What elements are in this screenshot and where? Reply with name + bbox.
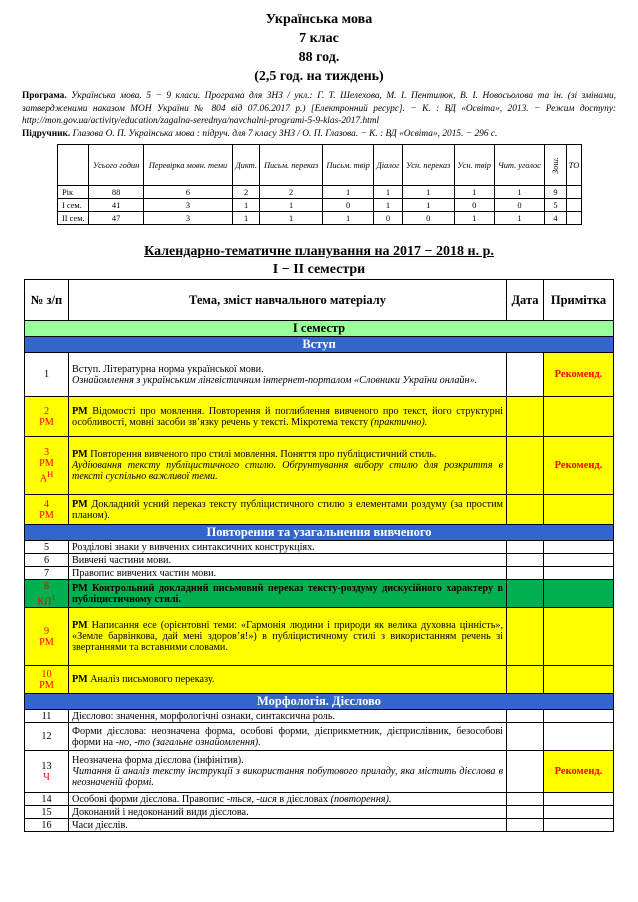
stats-row: [58, 199, 582, 212]
lesson-note: [544, 666, 614, 694]
lesson-topic-italic: (повторення).: [330, 793, 392, 805]
lesson-topic-italic: Читання й аналіз тексту інструкції з використання побутового приладу, яка містить дієслова в неозначеній формі.: [72, 766, 503, 789]
lesson-topic-italic: (практично).: [370, 416, 428, 428]
stats-cell: [566, 199, 581, 212]
lesson-tag: РМ: [39, 416, 54, 428]
lesson-tag-kp: [28, 592, 65, 607]
stats-header: Чит. уголос: [494, 145, 544, 186]
rm-label: РМ: [72, 674, 88, 686]
recommend-note: Рекоменд.: [554, 369, 603, 381]
lesson-row: [25, 437, 614, 495]
stats-header: Усн. переказ: [402, 145, 454, 186]
stats-header: Дикт.: [233, 145, 260, 186]
lesson-note: [544, 353, 614, 397]
col-topic-header: Тема, зміст навчального матеріалу: [69, 280, 507, 321]
lesson-note: [544, 723, 614, 751]
lesson-date: [507, 437, 544, 495]
stats-header: Усн. твір: [454, 145, 494, 186]
lesson-topic-text: Відомості про мовлення. Повторення й поглиблення вивченого про текст, його структурні особливості, мовні засоби зв’язку речень у тексті. Мікротема тексту: [72, 405, 503, 428]
stats-row-label: Рік: [58, 186, 89, 199]
stats-header: Письм. твір: [323, 145, 374, 186]
stats-cell: 0: [374, 212, 403, 225]
section-row: [25, 694, 614, 710]
lesson-topic: [69, 608, 507, 666]
stats-cell: 1: [323, 212, 374, 225]
lesson-topic: [69, 793, 507, 806]
lesson-tag: РМ: [39, 679, 54, 691]
lesson-row: [25, 554, 614, 567]
stats-cell: 3: [143, 212, 232, 225]
lesson-tag-sup: Н: [47, 469, 54, 480]
per-week-title: (2,5 год. на тиждень): [254, 69, 384, 84]
stats-cell: 5: [545, 199, 567, 212]
lesson-topic: Розділові знаки у вивчених синтаксичних конструкціях.: [69, 541, 507, 554]
stats-cell: 1: [454, 212, 494, 225]
lesson-date: [507, 567, 544, 580]
semester-label: І семестр: [25, 321, 614, 337]
subject-title: Українська мова: [265, 12, 373, 27]
stats-corner: [58, 145, 89, 186]
lesson-note: [544, 580, 614, 608]
grade-title: 7 клас: [299, 31, 339, 46]
calendar-subtitle: І − ІІ семестри: [272, 262, 366, 278]
lesson-topic-text: Написання есе (орієнтовні теми: «Гармонія людини і природи як велика духовна цінність», «Земле барвінкова, дай мені здоров’я!») в публіцистичному стилі з використанням речень зі звертаннями та вставними словами.: [72, 620, 503, 654]
stats-cell: 3: [143, 199, 232, 212]
lesson-number: 5: [25, 541, 69, 554]
lesson-topic-text: Докладний усний переказ тексту публіцистичного стилю з елементами роздуму (за простим планом).: [72, 498, 503, 521]
lesson-number: 16: [25, 819, 69, 832]
lesson-row: [25, 495, 614, 525]
lesson-tag: РМ: [39, 509, 54, 521]
lesson-topic-text: Повторення вивченого про стилі мовлення. Поняття про публіцистичний стиль.: [87, 449, 437, 461]
stats-row-label: І сем.: [58, 199, 89, 212]
lesson-row: [25, 397, 614, 437]
stats-cell: 1: [260, 212, 323, 225]
col-number-header: № з/п: [25, 280, 69, 321]
lesson-note: [544, 437, 614, 495]
stats-row-label: ІІ сем.: [58, 212, 89, 225]
calendar-title-block: [0, 243, 638, 279]
stats-cell: 1: [494, 186, 544, 199]
lesson-row: [25, 608, 614, 666]
stats-cell: 1: [374, 186, 403, 199]
rm-label: РМ: [72, 498, 88, 510]
lesson-number: 15: [25, 806, 69, 819]
lesson-number: [25, 397, 69, 437]
semester-row: [25, 321, 614, 337]
stats-cell: 88: [89, 186, 143, 199]
stats-header: Перевірка мовн. теми: [143, 145, 232, 186]
stats-cell: 6: [143, 186, 232, 199]
lesson-topic-line: Ознайомлення з українським лінгвістичним інтернет-порталом «Словники України онлайн».: [72, 374, 478, 386]
col-date-header: Дата: [507, 280, 544, 321]
lesson-topic: Вивчені частини мови.: [69, 554, 507, 567]
lesson-topic: [69, 353, 507, 397]
lesson-row: [25, 819, 614, 832]
lesson-note: [544, 541, 614, 554]
lesson-row: [25, 666, 614, 694]
lesson-date: [507, 608, 544, 666]
lesson-topic: РМ Контрольний докладний письмовий переказ тексту-роздуму дискусійного характеру в публіцистичному стилі.: [69, 580, 507, 608]
textbook-label: Підручник.: [22, 128, 71, 139]
stats-header: Письм. переказ: [260, 145, 323, 186]
lesson-tag: РМ: [39, 636, 54, 648]
lesson-number-text: 3: [43, 447, 50, 459]
lesson-number-text: 9: [43, 625, 50, 637]
stats-row: [58, 212, 582, 225]
lesson-topic-text: Аналіз письмового переказу.: [87, 674, 215, 686]
lesson-row: [25, 751, 614, 793]
lesson-note: [544, 397, 614, 437]
section-row: [25, 525, 614, 541]
stats-cell: 4: [545, 212, 567, 225]
stats-row: [58, 186, 582, 199]
lesson-date: [507, 397, 544, 437]
lesson-number: 7: [25, 567, 69, 580]
lesson-note: [544, 806, 614, 819]
stats-header: Діалог: [374, 145, 403, 186]
lesson-topic: [69, 437, 507, 495]
lesson-topic-italic: Аудіювання тексту публіцистичного стилю. Обґрунтування вибору стилю для розкриття в тексті суспільно важливої теми.: [72, 460, 503, 483]
lesson-row: [25, 541, 614, 554]
stats-header-vertical-text: Зош.: [551, 157, 560, 174]
lesson-note: [544, 608, 614, 666]
lesson-topic: Дієслово: значення, морфологічні ознаки, синтаксична роль.: [69, 710, 507, 723]
lesson-note: [544, 495, 614, 525]
lesson-date: [507, 353, 544, 397]
lesson-note: [544, 793, 614, 806]
lesson-tag: Ч: [43, 771, 50, 783]
col-note-header: Примітка: [544, 280, 614, 321]
lesson-topic: [69, 495, 507, 525]
lesson-date: [507, 751, 544, 793]
section-row: [25, 337, 614, 353]
lesson-row: [25, 567, 614, 580]
stats-header-row: [58, 145, 582, 186]
lesson-topic: [69, 397, 507, 437]
calendar-header-row: [25, 280, 614, 321]
lesson-row: [25, 353, 614, 397]
lesson-note: [544, 751, 614, 793]
lesson-topic: Часи дієслів.: [69, 819, 507, 832]
document-header: [0, 0, 638, 86]
lesson-date: [507, 495, 544, 525]
hours-title: 88 год.: [298, 50, 340, 65]
lesson-date: [507, 793, 544, 806]
lesson-tag-sup: 1: [51, 591, 56, 602]
stats-cell: 1: [260, 199, 323, 212]
lesson-number: [25, 495, 69, 525]
program-text: Українська мова. 5 − 9 класи. Програма для ЗНЗ / укл.: Г. Т. Шелехова, М. І. Пентилюк, В. І. Новосьолова та ін. (зі змінами, затвердженими наказом МОН України № 804 від 07.06.2017 р.) [Електронний ресурс]. − К. : ВД «Освіта», 2013. − Режим доступу: http://mon.gov.ua/activity/education/zagalna-serednya/navchalni-programi-5-9-klas-2017.html: [22, 91, 617, 127]
lesson-row: [25, 580, 614, 608]
rm-label: РМ: [72, 405, 88, 417]
lesson-topic: [69, 751, 507, 793]
stats-cell: 0: [454, 199, 494, 212]
lesson-number: 1: [25, 353, 69, 397]
lesson-topic-italic: -ться, -шся: [226, 793, 277, 805]
stats-cell: 1: [402, 199, 454, 212]
lesson-note: [544, 819, 614, 832]
calendar-title: Календарно-тематичне планування на 2017 − 2018 н. р.: [144, 244, 494, 260]
stats-cell: 1: [494, 212, 544, 225]
lesson-number-text: 13: [41, 760, 52, 772]
rm-label: РМ: [72, 620, 88, 632]
lesson-number-text: 10: [41, 668, 52, 680]
lesson-row: [25, 710, 614, 723]
stats-cell: 9: [545, 186, 567, 199]
lesson-row: [25, 793, 614, 806]
stats-header: ТО: [566, 145, 581, 186]
recommend-note: Рекоменд.: [554, 460, 603, 472]
lesson-note: [544, 554, 614, 567]
lesson-topic: Правопис вивчених частин мови.: [69, 567, 507, 580]
lesson-topic: [69, 666, 507, 694]
stats-header-vertical: [545, 145, 567, 186]
lesson-number: 11: [25, 710, 69, 723]
program-label: Програма.: [22, 91, 67, 101]
lesson-number: 12: [25, 723, 69, 751]
lesson-topic-text: Особові форми дієслова. Правопис: [72, 793, 227, 805]
stats-cell: 1: [233, 212, 260, 225]
stats-cell: 2: [260, 186, 323, 199]
program-info: [22, 90, 616, 140]
lesson-topic-italic: -но, -то (загальне ознайомлення).: [115, 736, 261, 748]
stats-cell: [566, 212, 581, 225]
stats-cell: 1: [233, 199, 260, 212]
stats-cell: [566, 186, 581, 199]
lesson-number: [25, 580, 69, 608]
lesson-tag-audit: [28, 469, 65, 484]
lesson-date: [507, 666, 544, 694]
lesson-date: [507, 819, 544, 832]
lesson-tag: РМ: [39, 458, 54, 470]
lesson-date: [507, 580, 544, 608]
lesson-date: [507, 554, 544, 567]
lesson-topic-line: Вступ. Літературна норма української мови.: [72, 363, 264, 375]
recommend-note: Рекоменд.: [554, 766, 603, 778]
lesson-number: 14: [25, 793, 69, 806]
lesson-tag-text: А: [39, 473, 48, 485]
calendar-plan-table: [24, 279, 614, 832]
lesson-tag: КП: [37, 596, 52, 608]
stats-cell: 1: [323, 186, 374, 199]
section-repeat: Повторення та узагальнення вивченого: [25, 525, 614, 541]
stats-cell: 0: [402, 212, 454, 225]
stats-cell: 1: [374, 199, 403, 212]
lesson-number-text: 4: [43, 498, 50, 510]
lesson-topic-text: Форми дієслова: неозначена форма, особові форми, дієприкметник, дієприслівник, безособові форми на: [72, 725, 503, 748]
lesson-note: [544, 710, 614, 723]
lesson-date: [507, 806, 544, 819]
lesson-topic: Доконаний і недоконаний види дієслова.: [69, 806, 507, 819]
textbook-text: Глазова О. П. Українська мова : підруч. для 7 класу ЗНЗ / О. П. Глазова. − К. : ВД «Освіта», 2015. − 296 с.: [72, 128, 498, 139]
stats-cell: 2: [233, 186, 260, 199]
lesson-row: [25, 723, 614, 751]
stats-cell: 0: [494, 199, 544, 212]
lesson-topic: [69, 723, 507, 751]
stats-header: Усього годин: [89, 145, 143, 186]
section-intro: Вступ: [25, 337, 614, 353]
stats-cell: 0: [323, 199, 374, 212]
lesson-number-text: 8: [43, 580, 50, 592]
lesson-topic-text: Неозначена форма дієслова (інфінітив).: [72, 755, 244, 767]
lesson-number: 6: [25, 554, 69, 567]
lesson-date: [507, 541, 544, 554]
rm-label: РМ: [72, 449, 88, 461]
lesson-note: [544, 567, 614, 580]
lesson-topic-text: в дієсловах: [276, 793, 331, 805]
stats-cell: 1: [454, 186, 494, 199]
lesson-number: [25, 666, 69, 694]
lesson-row: [25, 806, 614, 819]
lesson-number-text: 2: [43, 405, 50, 417]
section-morph: Морфологія. Дієслово: [25, 694, 614, 710]
stats-cell: 41: [89, 199, 143, 212]
stats-cell: 47: [89, 212, 143, 225]
lesson-date: [507, 723, 544, 751]
lesson-number: [25, 608, 69, 666]
lesson-number: [25, 437, 69, 495]
stats-cell: 1: [402, 186, 454, 199]
hours-stats-table: [57, 144, 582, 225]
lesson-number: [25, 751, 69, 793]
lesson-date: [507, 710, 544, 723]
